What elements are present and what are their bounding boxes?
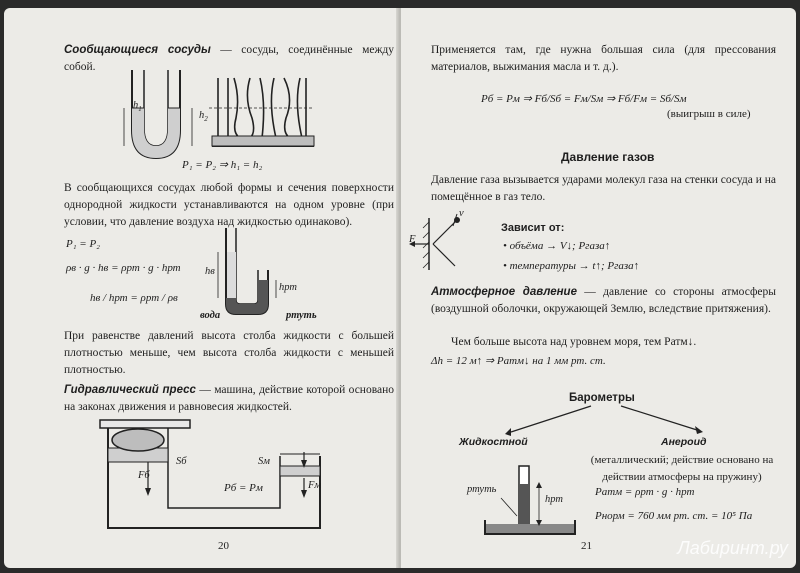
definition-text: — давление со стороны атмосферы (воздушной оболочки, окружающей Землю, вследствие притяжения).	[431, 286, 776, 315]
label-water: вода	[200, 310, 221, 321]
label-hrt: hрт	[279, 282, 297, 293]
label-mercury-barometer: ртуть	[467, 484, 497, 495]
formula-p-norm: Pнорм = 760 мм рт. ст. = 10⁵ Па	[595, 510, 753, 522]
page-number-left: 20	[218, 540, 229, 552]
formula-line-3: hв / hрт = ρрт / ρв	[90, 292, 178, 304]
formula-line-2: ρв · g · hв = ρрт · g · hрт	[66, 262, 181, 274]
formula-p-atm: Pатм = ρрт · g · hрт	[595, 486, 695, 498]
paragraph-vessels-rule: В сообщающихся сосудах любой формы и сечения поверхности однородной жидкости устанавливаются на одном уровне (при условии, что давление воздуха над жидкостью одинаково).	[64, 182, 394, 228]
watermark-text: Лабиринт.ру	[677, 538, 788, 558]
label-fb: Fб	[138, 470, 150, 481]
definition-text: — машина, действие которой основано на законах движения и равновесия жидкостей.	[64, 384, 394, 413]
label-force-f: F	[409, 234, 416, 245]
depends-on-label: Зависит от:	[501, 222, 565, 234]
label-h1: $h_1$	[133, 100, 142, 114]
formula-force-gain: Pб = Pм ⇒ Fб/Sб = Fм/Sм ⇒ Fб/Fм = Sб/Sм	[481, 93, 687, 105]
communicating-vessels-figure	[4, 8, 399, 568]
label-hv: hв	[205, 266, 215, 277]
label-aneroid: Анероид	[661, 436, 707, 448]
right-page	[401, 8, 796, 568]
term-communicating-vessels: Сообщающиеся сосуды	[64, 44, 211, 56]
label-liquid-barometer: Жидкостной	[459, 436, 528, 448]
paragraph-altitude: Чем больше высота над уровнем моря, тем Pатм↓.	[451, 336, 697, 348]
label-sb: Sб	[176, 456, 187, 467]
formula-p1-eq-p2: P₁ = P₂ ⇒ h₁ = h₂	[182, 159, 263, 171]
label-sm: Sм	[258, 456, 270, 467]
paragraph-density-rule: При равенстве давлений высота столба жидкости с большей плотностью меньше, чем высота столба жидкости с меньшей плотностью.	[64, 330, 394, 376]
dependency-temperature: • температуры → t↑; Pгаза↑	[503, 260, 640, 272]
formula-note: (выигрыш в силе)	[667, 108, 751, 120]
label-velocity-v: v	[459, 208, 464, 219]
paragraph-gas-pressure: Давление газа вызывается ударами молекул газа на стенки сосуда и на помещённое в газ тело.	[431, 174, 776, 203]
term-atmospheric-pressure: Атмосферное давление	[431, 286, 577, 298]
formula-press: Pб = Pм	[224, 482, 263, 494]
label-h-rt: hрт	[545, 494, 563, 505]
paragraph-hydraulic-press	[64, 382, 394, 416]
formula-altitude-change: Δh = 12 м↑ ⇒ Pатм↓ на 1 мм рт. ст.	[431, 355, 606, 367]
term-hydraulic-press: Гидравлический пресс	[64, 384, 196, 396]
paragraph-application: Применяется там, где нужна большая сила (для прессования материалов, выжимания масла и т. д.).	[431, 44, 776, 73]
formula-line-1: P₁ = P₂	[66, 238, 101, 250]
paragraph-atmospheric-pressure	[431, 284, 776, 318]
dependency-volume: • объёма → V↓; Pгаза↑	[503, 240, 611, 252]
label-fm: Fм	[308, 480, 322, 491]
label-mercury: ртуть	[286, 310, 317, 321]
left-page	[4, 8, 399, 568]
label-h2: $h_2$	[199, 110, 208, 124]
heading-barometers: Барометры	[569, 392, 635, 404]
section-heading-gas-pressure: Давление газов	[561, 150, 655, 164]
page-number-right: 21	[581, 540, 592, 552]
definition-text: — сосуды, соединённые между собой.	[64, 44, 394, 73]
aneroid-description: (металлический; действие основано на действии атмосферы на пружину)	[590, 454, 774, 483]
